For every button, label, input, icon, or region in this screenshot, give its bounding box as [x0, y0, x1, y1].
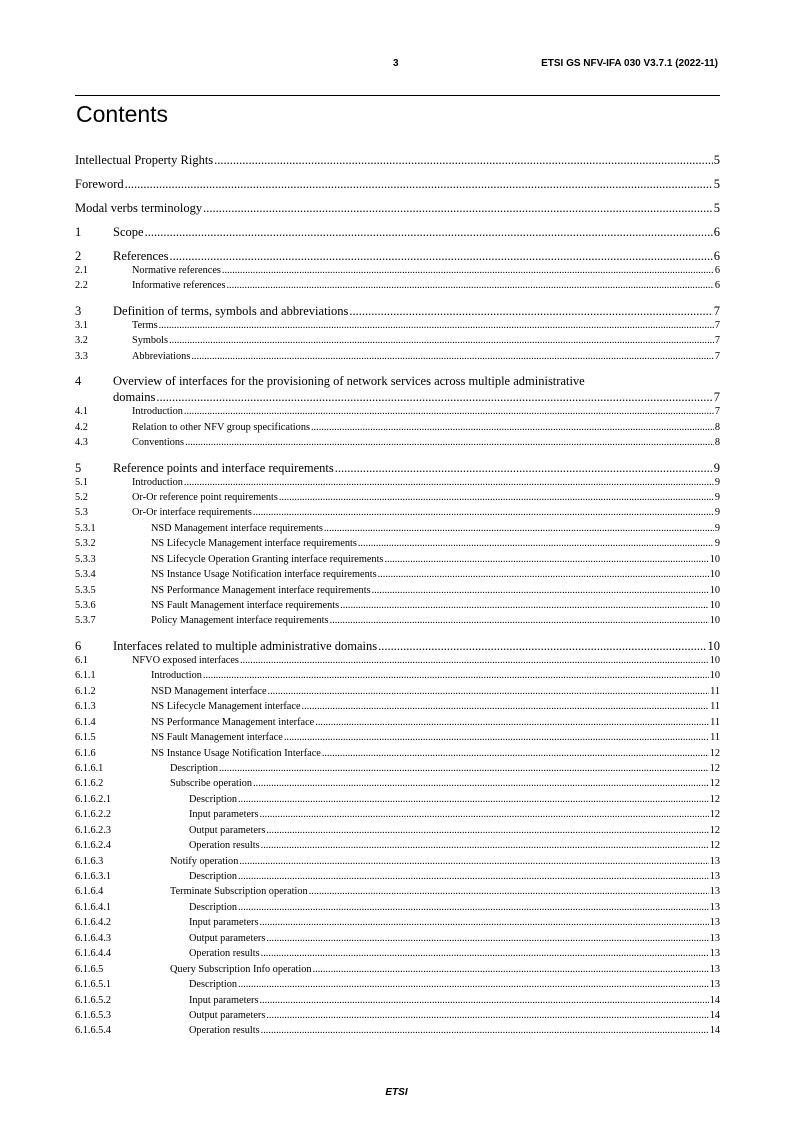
toc-entry[interactable]	[75, 763, 720, 778]
footer-org: ETSI	[385, 1087, 408, 1098]
toc-entry-title: Input parameters	[189, 809, 259, 821]
toc-entry[interactable]	[75, 477, 720, 492]
toc-entry[interactable]	[75, 320, 720, 335]
toc-entry[interactable]	[75, 902, 720, 917]
toc-entry-number: 5.3.6	[75, 600, 96, 611]
toc-entry-page: 13	[709, 963, 720, 975]
toc-entry-page: 10	[709, 615, 720, 627]
toc-entry-page: 5	[713, 153, 720, 167]
toc-entry-title: NS Fault Management interface	[151, 732, 283, 744]
toc-entry-number: 5.3	[75, 507, 88, 519]
toc-dot-leader	[340, 600, 709, 611]
toc-entry-title: Introduction	[132, 406, 183, 418]
toc-entry[interactable]	[75, 265, 720, 280]
toc-entry-number: 6.1.6.2.4	[75, 840, 112, 852]
toc-entry-page: 14	[709, 1025, 720, 1037]
toc-entry-title: Policy Management interface requirements	[151, 615, 329, 627]
toc-entry-title: Intellectual Property Rights	[75, 153, 214, 167]
toc-entry-page: 9	[714, 476, 720, 488]
toc-entry[interactable]	[75, 406, 720, 421]
toc-entry-number: 5.3.2	[75, 538, 96, 550]
toc-entry[interactable]	[75, 670, 720, 685]
toc-entry[interactable]	[75, 177, 720, 193]
toc-entry-title: Conventions	[132, 437, 185, 449]
toc-entry-page: 12	[709, 778, 720, 790]
toc-entry-page: 11	[710, 716, 720, 728]
toc-entry-title: References	[113, 249, 169, 263]
toc-entry[interactable]	[75, 461, 720, 477]
toc-entry-number: 6.1.6.4.1	[75, 901, 112, 913]
toc-entry[interactable]	[75, 995, 720, 1010]
toc-entry-number: 6.1.6.2.1	[75, 793, 112, 805]
toc-entry[interactable]	[75, 917, 720, 932]
toc-dot-leader	[266, 825, 708, 836]
toc-entry-page: 8	[714, 437, 720, 449]
toc-dot-leader	[214, 153, 713, 168]
toc-dot-leader	[330, 615, 709, 626]
toc-entry[interactable]	[75, 979, 720, 994]
toc-entry[interactable]	[75, 225, 720, 241]
toc-entry-number: 5.2	[75, 491, 88, 503]
toc-entry-title: Abbreviations	[132, 350, 191, 362]
toc-entry-page: 11	[710, 685, 720, 697]
toc-entry-page: 10	[709, 654, 720, 666]
toc-entry-title: Output parameters	[189, 1009, 266, 1021]
toc-entry-number: 6.1.6.4	[75, 886, 104, 898]
header-rule	[75, 95, 720, 96]
toc-dot-leader	[268, 686, 710, 697]
toc-dot-leader	[261, 840, 709, 851]
toc-entry-number: 5.3.3	[75, 553, 96, 565]
toc-entry[interactable]	[75, 335, 720, 350]
toc-dot-leader	[358, 538, 714, 549]
toc-entry-number: 5.3.7	[75, 615, 96, 627]
toc-entry-number: 6.1.6.5.3	[75, 1009, 112, 1021]
toc-entry-page: 7	[714, 406, 720, 418]
toc-entry-title: Modal verbs terminology	[75, 201, 203, 215]
toc-entry[interactable]	[75, 585, 720, 600]
toc-entry[interactable]	[75, 655, 720, 670]
toc-entry-title: NSD Management interface requirements	[151, 522, 323, 534]
toc-dot-leader	[324, 523, 714, 534]
toc-dot-leader	[219, 763, 709, 774]
table-of-contents	[75, 145, 720, 1041]
toc-entry[interactable]	[75, 809, 720, 824]
toc-entry[interactable]	[75, 964, 720, 979]
toc-entry-title: Introduction	[132, 476, 183, 488]
toc-entry-title: NFVO exposed interfaces	[132, 654, 239, 666]
toc-entry-title: NS Performance Management interface requirements	[151, 584, 371, 596]
toc-entry-number: 1	[75, 225, 82, 239]
page-title: Contents	[76, 101, 169, 127]
toc-entry-page: 10	[707, 638, 720, 653]
toc-entry-title: Notify operation	[170, 855, 239, 867]
toc-entry-number: 6.1.6.5.2	[75, 994, 112, 1006]
toc-entry[interactable]	[75, 686, 720, 701]
toc-entry[interactable]	[75, 886, 720, 901]
toc-dot-leader	[222, 265, 714, 276]
toc-entry-page: 8	[714, 421, 720, 433]
toc-entry[interactable]	[75, 1010, 720, 1025]
toc-entry[interactable]	[75, 748, 720, 763]
toc-entry-number: 6.1.6.5	[75, 963, 104, 975]
toc-entry[interactable]	[75, 390, 720, 406]
toc-entry-number: 6.1.4	[75, 716, 96, 728]
toc-entry-number: 3.3	[75, 350, 88, 362]
toc-entry-number: 6.1.6.1	[75, 762, 104, 774]
toc-entry-page: 12	[709, 747, 720, 759]
toc-entry-page: 11	[710, 732, 720, 744]
toc-entry-title: Or-Or interface requirements	[132, 507, 252, 519]
toc-entry[interactable]	[75, 717, 720, 732]
toc-dot-leader	[266, 1010, 708, 1021]
toc-entry-title: Operation results	[189, 948, 260, 960]
toc-entry-page: 9	[713, 460, 720, 475]
toc-entry-title: Definition of terms, symbols and abbreviations	[113, 303, 349, 318]
toc-dot-leader	[261, 948, 709, 959]
toc-dot-leader	[309, 886, 709, 897]
toc-dot-leader	[238, 794, 709, 805]
toc-dot-leader	[349, 304, 712, 319]
toc-entry-page: 12	[709, 840, 720, 852]
toc-dot-leader	[253, 778, 709, 789]
toc-entry-page: 9	[714, 491, 720, 503]
toc-entry[interactable]	[75, 153, 720, 169]
toc-dot-leader	[185, 437, 714, 448]
toc-entry-page: 7	[714, 335, 720, 347]
toc-entry[interactable]	[75, 1025, 720, 1040]
document-id: ETSI GS NFV-IFA 030 V3.7.1 (2022-11)	[541, 58, 718, 69]
toc-dot-leader	[335, 461, 713, 476]
toc-entry[interactable]	[75, 280, 720, 295]
toc-dot-leader	[184, 406, 714, 417]
toc-entry-page: 14	[709, 1009, 720, 1021]
toc-entry-number: 6.1.6.4.3	[75, 932, 112, 944]
toc-dot-leader	[170, 249, 713, 264]
toc-entry[interactable]	[75, 523, 720, 538]
toc-entry-number: 6.1.6.3	[75, 855, 104, 867]
toc-dot-leader	[284, 732, 709, 743]
toc-entry-page: 14	[709, 994, 720, 1006]
toc-entry-title: Operation results	[189, 840, 260, 852]
toc-entry-page: 13	[709, 948, 720, 960]
toc-entry-number: 6.1.6.2	[75, 778, 104, 790]
toc-entry-number: 5	[75, 460, 82, 475]
toc-dot-leader	[302, 701, 710, 712]
toc-entry-number: 5.3.5	[75, 584, 96, 596]
toc-entry-title: Overview of interfaces for the provisioning of network services across multiple administrative	[113, 374, 585, 389]
toc-entry[interactable]	[75, 840, 720, 855]
toc-dot-leader	[259, 917, 708, 928]
toc-entry-title: Output parameters	[189, 824, 266, 836]
toc-entry-title: Description	[189, 871, 238, 882]
toc-entry[interactable]	[75, 856, 720, 871]
toc-entry[interactable]	[75, 374, 720, 390]
toc-entry-title: NSD Management interface	[151, 685, 267, 697]
toc-entry-title: Description	[189, 901, 238, 913]
toc-entry-page: 7	[714, 350, 720, 362]
toc-entry-title: Symbols	[132, 335, 169, 347]
toc-entry-number: 6.1.5	[75, 732, 96, 744]
toc-entry-number: 4.3	[75, 437, 88, 449]
toc-entry-number: 6.1.6.2.3	[75, 824, 112, 836]
toc-dot-leader	[322, 748, 709, 759]
toc-entry-number: 2.2	[75, 280, 88, 292]
toc-entry-title: Subscribe operation	[170, 778, 253, 790]
toc-entry-page: 10	[709, 670, 720, 682]
toc-entry-number: 4	[75, 374, 82, 389]
toc-entry-page: 7	[714, 319, 720, 331]
toc-entry[interactable]	[75, 778, 720, 793]
toc-entry-number: 3.2	[75, 335, 88, 347]
toc-dot-leader	[239, 856, 708, 867]
toc-dot-leader	[253, 507, 714, 518]
toc-entry-number: 6.1	[75, 654, 88, 666]
toc-entry-title: NS Fault Management interface requirements	[151, 600, 340, 611]
toc-entry-title: Foreword	[75, 177, 124, 191]
toc-entry[interactable]	[75, 422, 720, 437]
toc-entry-title: domains	[113, 390, 156, 405]
toc-entry-title: Or-Or reference point requirements	[132, 491, 278, 503]
toc-dot-leader	[384, 554, 708, 565]
toc-dot-leader	[203, 201, 713, 216]
toc-entry[interactable]	[75, 732, 720, 747]
toc-entry-number: 2	[75, 249, 82, 263]
toc-entry[interactable]	[75, 825, 720, 840]
toc-entry-number: 6.1.6.5.4	[75, 1025, 112, 1037]
toc-entry[interactable]	[75, 933, 720, 948]
toc-dot-leader	[259, 809, 708, 820]
toc-entry[interactable]	[75, 639, 720, 655]
toc-dot-leader	[226, 280, 713, 291]
toc-dot-leader	[125, 177, 713, 192]
toc-entry-title: Operation results	[189, 1025, 260, 1037]
toc-entry-number: 6.1.3	[75, 701, 96, 713]
page-number: 3	[393, 58, 399, 69]
toc-entry-page: 12	[709, 793, 720, 805]
toc-entry-number: 5.1	[75, 476, 88, 488]
toc-entry[interactable]	[75, 437, 720, 452]
toc-entry-page: 13	[709, 932, 720, 944]
toc-entry-page: 13	[709, 979, 720, 991]
toc-entry-page: 7	[713, 303, 720, 318]
toc-entry[interactable]	[75, 569, 720, 584]
toc-dot-leader	[372, 585, 709, 596]
toc-entry-page: 12	[709, 809, 720, 821]
toc-entry-page: 7	[713, 390, 720, 405]
toc-entry-page: 9	[714, 522, 720, 534]
toc-entry-title: Input parameters	[189, 994, 259, 1006]
toc-entry-number: 5.3.4	[75, 569, 96, 581]
toc-entry-number: 4.2	[75, 421, 88, 433]
toc-entry-title: NS Lifecycle Management interface requirements	[151, 538, 357, 550]
toc-entry-page: 12	[709, 824, 720, 836]
toc-entry-title: NS Lifecycle Operation Granting interface requirements	[151, 553, 384, 565]
toc-entry-number: 6.1.6.4.4	[75, 948, 112, 960]
toc-dot-leader	[378, 569, 709, 580]
toc-entry-number: 4.1	[75, 406, 88, 418]
toc-dot-leader	[279, 492, 714, 503]
toc-entry-title: Informative references	[132, 280, 226, 292]
toc-entry-page: 13	[709, 917, 720, 929]
toc-entry-page: 6	[714, 280, 720, 292]
toc-entry-title: Description	[189, 793, 238, 805]
toc-entry-page: 13	[709, 901, 720, 913]
toc-dot-leader	[191, 351, 714, 362]
toc-entry[interactable]	[75, 492, 720, 507]
toc-entry-title: NS Instance Usage Notification interface requirements	[151, 569, 377, 581]
toc-entry-page: 10	[709, 569, 720, 581]
toc-entry-page: 6	[714, 265, 720, 276]
toc-entry-number: 6.1.6.4.2	[75, 917, 112, 929]
toc-entry-title: Terms	[132, 319, 158, 331]
toc-entry-page: 6	[713, 249, 720, 263]
toc-entry-title: Terminate Subscription operation	[170, 886, 308, 898]
toc-dot-leader	[159, 320, 714, 331]
toc-entry-number: 3	[75, 303, 82, 318]
toc-entry-title: Scope	[113, 225, 144, 239]
toc-entry-page: 5	[713, 177, 720, 191]
toc-entry-page: 10	[709, 584, 720, 596]
toc-entry[interactable]	[75, 249, 720, 265]
toc-entry-title: Output parameters	[189, 932, 266, 944]
toc-entry-page: 5	[713, 201, 720, 215]
toc-entry-title: Input parameters	[189, 917, 259, 929]
toc-entry-page: 13	[709, 886, 720, 898]
toc-entry[interactable]	[75, 794, 720, 809]
toc-entry-number: 6.1.6.2.2	[75, 809, 112, 821]
toc-dot-leader	[203, 670, 709, 681]
toc-entry-number: 6.1.6	[75, 747, 96, 759]
toc-entry-number: 6	[75, 638, 82, 653]
toc-entry-page: 11	[710, 701, 720, 713]
toc-entry-number: 6.1.1	[75, 670, 96, 682]
toc-entry-page: 13	[709, 871, 720, 882]
toc-entry[interactable]	[75, 701, 720, 716]
toc-dot-leader	[311, 422, 714, 433]
toc-entry-number: 2.1	[75, 265, 88, 276]
toc-dot-leader	[238, 902, 709, 913]
toc-entry[interactable]	[75, 615, 720, 630]
toc-dot-leader	[169, 335, 714, 346]
toc-entry-page: 12	[709, 762, 720, 774]
toc-entry-number: 5.3.1	[75, 522, 96, 534]
toc-dot-leader	[240, 655, 709, 666]
toc-entry[interactable]	[75, 948, 720, 963]
toc-entry-page: 6	[713, 225, 720, 239]
toc-dot-leader	[184, 477, 714, 488]
toc-dot-leader	[378, 639, 706, 654]
toc-dot-leader	[259, 995, 708, 1006]
toc-entry-title: Introduction	[151, 670, 202, 682]
toc-dot-leader	[238, 871, 709, 882]
toc-dot-leader	[261, 1025, 709, 1036]
toc-dot-leader	[266, 933, 708, 944]
toc-entry-number: 6.1.2	[75, 685, 96, 697]
toc-entry-title: Interfaces related to multiple administrative domains	[113, 638, 378, 653]
toc-entry[interactable]	[75, 304, 720, 320]
toc-entry[interactable]	[75, 538, 720, 553]
toc-entry-title: NS Instance Usage Notification Interface	[151, 747, 321, 759]
toc-entry-page: 10	[709, 600, 720, 611]
toc-entry-number: 6.1.6.5.1	[75, 979, 112, 991]
toc-entry-title: Normative references	[132, 265, 221, 276]
toc-dot-leader	[156, 390, 712, 405]
toc-entry[interactable]	[75, 554, 720, 569]
toc-entry-title: Description	[170, 762, 219, 774]
toc-entry-title: NS Lifecycle Management interface	[151, 701, 301, 713]
toc-entry-page: 13	[709, 855, 720, 867]
toc-dot-leader	[238, 979, 709, 990]
toc-entry-title: Description	[189, 979, 238, 991]
toc-entry-title: NS Performance Management interface	[151, 716, 315, 728]
toc-entry-page: 9	[714, 538, 720, 550]
toc-entry-title: Reference points and interface requirements	[113, 460, 334, 475]
toc-dot-leader	[313, 964, 709, 975]
toc-entry[interactable]	[75, 600, 720, 615]
toc-entry-title: Relation to other NFV group specifications	[132, 421, 310, 433]
toc-entry[interactable]	[75, 351, 720, 366]
toc-entry-page: 9	[714, 507, 720, 519]
toc-dot-leader	[145, 225, 713, 240]
toc-entry-page: 10	[709, 553, 720, 565]
toc-entry[interactable]	[75, 507, 720, 522]
toc-entry[interactable]	[75, 871, 720, 886]
toc-entry-number: 3.1	[75, 319, 88, 331]
toc-dot-leader	[315, 717, 709, 728]
toc-entry[interactable]	[75, 201, 720, 217]
toc-entry-title: Query Subscription Info operation	[170, 963, 312, 975]
toc-entry-number: 6.1.6.3.1	[75, 871, 112, 882]
